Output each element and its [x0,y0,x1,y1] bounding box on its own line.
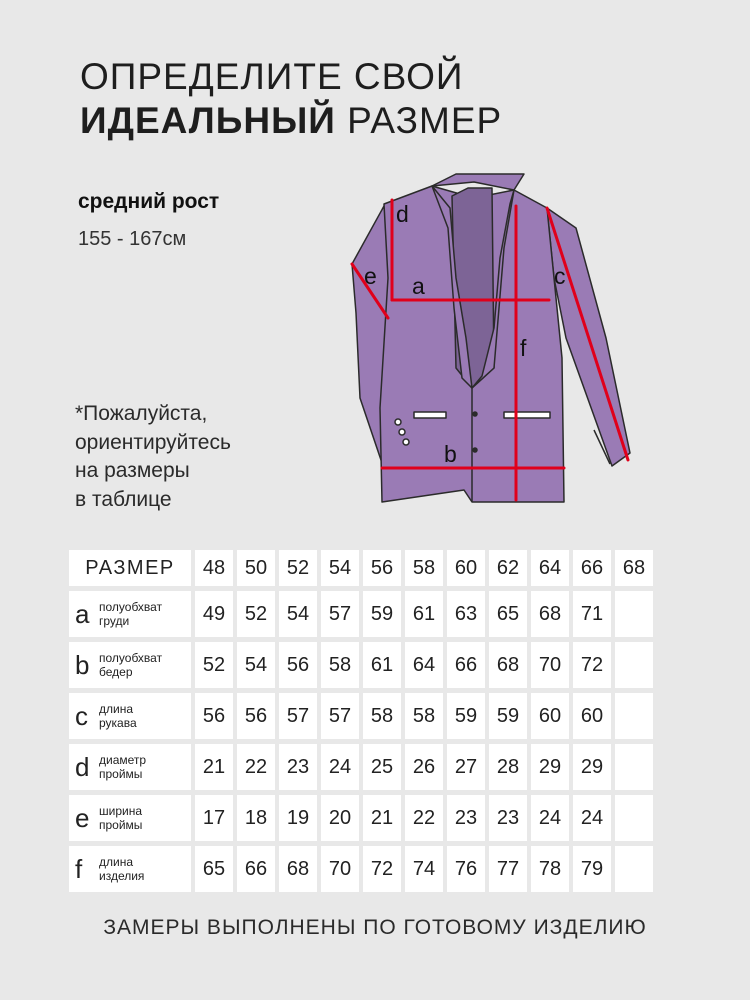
table-cell: 54 [279,591,317,637]
page-title-line-1: ОПРЕДЕЛИТЕ СВОЙ [80,56,464,97]
table-cell: 27 [447,744,485,790]
table-cell [615,795,653,841]
title-rest: РАЗМЕР [335,100,503,141]
table-cell: 29 [573,744,611,790]
label-b: b [444,441,457,467]
table-cell: 60 [573,693,611,739]
table-cell: 59 [447,693,485,739]
table-cell: 22 [237,744,275,790]
size-header-cell: 50 [237,550,275,586]
note-line: на размеры [75,459,190,482]
table-cell: 52 [237,591,275,637]
size-header-cell: 58 [405,550,443,586]
table-cell: 24 [531,795,569,841]
row-desc: бедер [99,665,133,679]
note-line: в таблице [75,487,172,511]
table-cell: 68 [489,642,527,688]
size-header-cell: 68 [615,550,653,586]
table-row [69,744,653,790]
table-cell: 23 [447,795,485,841]
table-cell: 24 [573,795,611,841]
table-cell: 59 [489,693,527,739]
table-cell: 72 [573,642,611,688]
table-cell: 49 [195,591,233,637]
table-cell: 65 [195,846,233,892]
row-label [69,846,191,892]
table-cell: 24 [321,744,359,790]
label-d: d [396,201,409,227]
table-cell: 17 [195,795,233,841]
height-range: 155 - 167см [78,228,187,250]
row-desc: рукава [99,716,137,730]
jacket-measurement-diagram [344,168,634,508]
row-letter: f [75,853,83,884]
table-cell: 66 [237,846,275,892]
table-cell: 76 [447,846,485,892]
label-c: c [554,263,566,289]
row-desc: проймы [99,767,143,781]
row-label [69,693,191,739]
table-cell: 57 [321,591,359,637]
table-cell: 71 [573,591,611,637]
size-header-cell: 66 [573,550,611,586]
size-table [65,545,657,897]
table-row [69,795,653,841]
table-cell: 56 [195,693,233,739]
size-header-cell: 64 [531,550,569,586]
table-cell: 18 [237,795,275,841]
table-cell: 58 [405,693,443,739]
row-desc: диаметр [99,753,147,767]
size-header-cell: 52 [279,550,317,586]
table-cell: 21 [363,795,401,841]
row-desc: полуобхват [99,600,163,614]
table-cell: 65 [489,591,527,637]
row-letter: a [75,598,90,629]
note-line: ориентируйтесь [75,430,231,454]
title-emphasis: ИДЕАЛЬНЫЙ [80,100,336,141]
table-cell: 59 [363,591,401,637]
table-cell: 20 [321,795,359,841]
size-header-cell: 56 [363,550,401,586]
table-cell: 29 [531,744,569,790]
table-cell [615,693,653,739]
table-cell: 77 [489,846,527,892]
row-desc: проймы [99,818,143,832]
table-cell [615,642,653,688]
table-cell: 74 [405,846,443,892]
table-cell: 52 [195,642,233,688]
row-desc: длина [99,702,134,716]
table-cell: 78 [531,846,569,892]
table-cell: 63 [447,591,485,637]
label-e: e [364,263,377,289]
table-row [69,693,653,739]
row-desc: длина [99,855,134,869]
table-cell: 70 [321,846,359,892]
size-header-cell: 54 [321,550,359,586]
table-cell: 60 [531,693,569,739]
footer-note: ЗАМЕРЫ ВЫПОЛНЕНЫ ПО ГОТОВОМУ ИЗДЕЛИЮ [103,916,647,939]
table-cell: 19 [279,795,317,841]
row-letter: c [75,700,88,731]
row-letter: b [75,649,90,680]
size-header-label: РАЗМЕР [69,550,191,586]
table-row [69,591,653,637]
table-cell: 61 [405,591,443,637]
row-desc: полуобхват [99,651,163,665]
row-label [69,642,191,688]
table-cell: 79 [573,846,611,892]
table-header-row [69,550,653,586]
label-f: f [520,335,527,361]
table-cell: 68 [279,846,317,892]
note-line: *Пожалуйста, [75,402,208,425]
table-cell: 58 [363,693,401,739]
size-header-cell: 48 [195,550,233,586]
row-desc: груди [99,614,130,628]
row-label [69,591,191,637]
table-cell: 56 [279,642,317,688]
table-cell: 72 [363,846,401,892]
table-cell: 57 [279,693,317,739]
table-cell: 70 [531,642,569,688]
height-category: средний рост [78,190,220,213]
table-cell: 25 [363,744,401,790]
table-cell: 66 [447,642,485,688]
table-cell: 57 [321,693,359,739]
table-cell: 21 [195,744,233,790]
table-cell: 61 [363,642,401,688]
table-cell: 64 [405,642,443,688]
table-cell: 54 [237,642,275,688]
table-cell: 58 [321,642,359,688]
table-row [69,642,653,688]
table-cell: 23 [489,795,527,841]
size-header-cell: 62 [489,550,527,586]
table-cell [615,846,653,892]
table-row [69,846,653,892]
table-cell: 22 [405,795,443,841]
table-cell [615,591,653,637]
table-cell: 28 [489,744,527,790]
row-label [69,795,191,841]
row-desc: ширина [99,804,143,818]
page-title-line-2 [80,100,502,142]
row-letter: e [75,802,90,833]
table-cell: 26 [405,744,443,790]
row-label [69,744,191,790]
size-note [75,400,231,514]
row-desc: изделия [99,869,145,883]
table-cell: 68 [531,591,569,637]
label-a: a [412,273,425,299]
size-header-cell: 60 [447,550,485,586]
table-cell: 56 [237,693,275,739]
table-cell: 23 [279,744,317,790]
table-cell [615,744,653,790]
row-letter: d [75,751,90,782]
